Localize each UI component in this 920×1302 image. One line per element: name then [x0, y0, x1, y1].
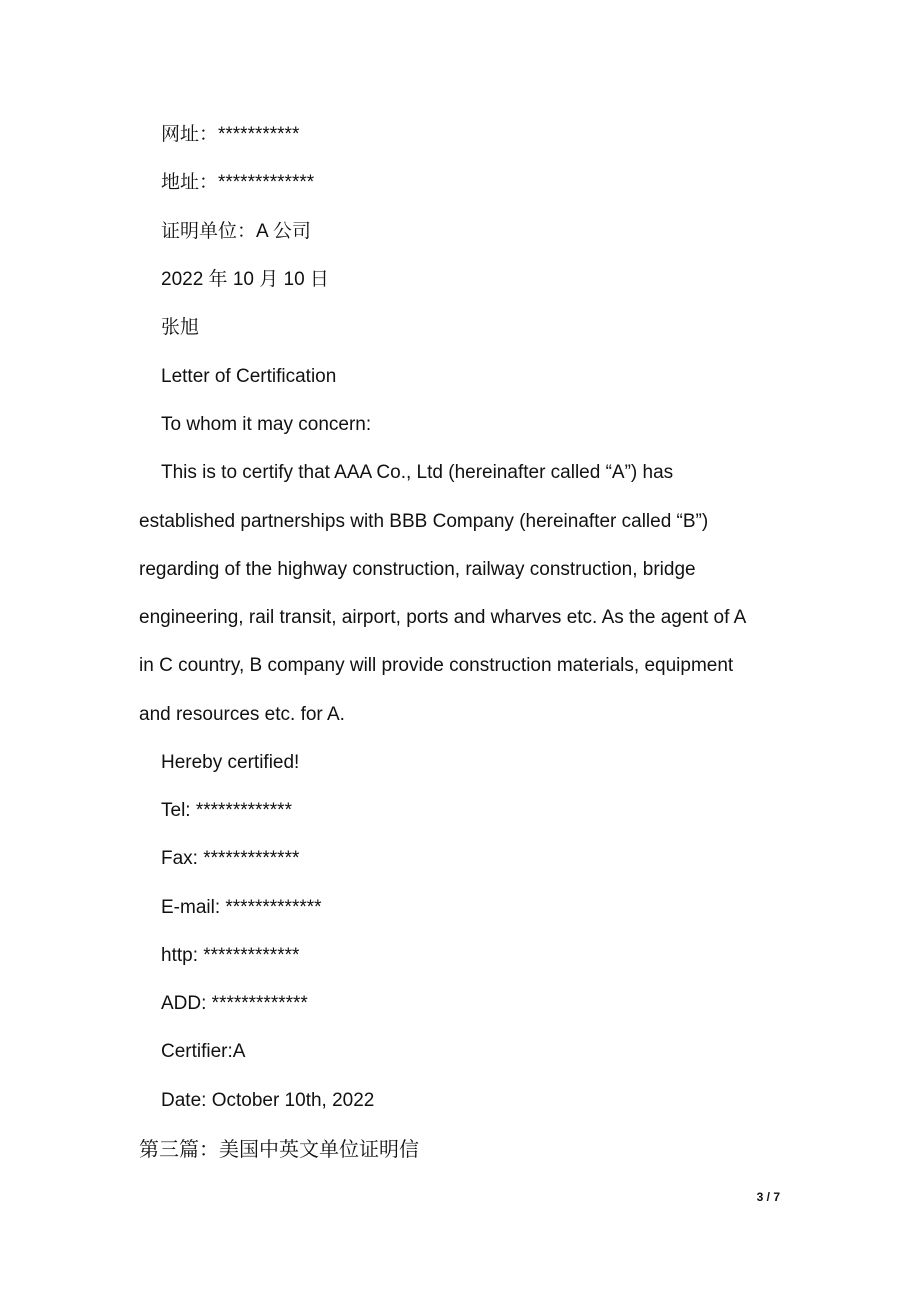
body-line-6: and resources etc. for A. [139, 704, 345, 725]
http-line: http: ************* [161, 945, 300, 966]
signer-name: 张旭 [161, 317, 200, 338]
certifying-unit-line: 证明单位：A 公司 [161, 221, 311, 242]
tel-line: Tel: ************* [161, 800, 292, 821]
body-line-5: in C country, B company will provide construction materials, equipment [139, 655, 734, 676]
body-line-4: engineering, rail transit, airport, ports and wharves etc. As the agent of A [139, 607, 747, 628]
closing-line: Hereby certified! [161, 752, 300, 773]
address-line: 地址：************* [161, 172, 315, 193]
body-line-3: regarding of the highway construction, railway construction, bridge [139, 559, 696, 580]
body-line-1: This is to certify that AAA Co., Ltd (hereinafter called “A”) has [161, 462, 674, 483]
date-en-line: Date: October 10th, 2022 [161, 1090, 375, 1111]
page-number: 3 / 7 [756, 1190, 780, 1204]
website-line: 网址：*********** [161, 124, 300, 145]
date-cn-line: 2022 年 10 月 10 日 [161, 269, 329, 290]
email-line: E-mail: ************* [161, 897, 322, 918]
letter-title: Letter of Certification [161, 366, 337, 387]
add-line: ADD: ************* [161, 993, 308, 1014]
fax-line: Fax: ************* [161, 848, 300, 869]
section-heading: 第三篇：美国中英文单位证明信 [139, 1137, 419, 1161]
salutation: To whom it may concern: [161, 414, 372, 435]
certifier-line: Certifier:A [161, 1041, 246, 1062]
body-line-2: established partnerships with BBB Company (hereinafter called “B”) [139, 511, 709, 532]
